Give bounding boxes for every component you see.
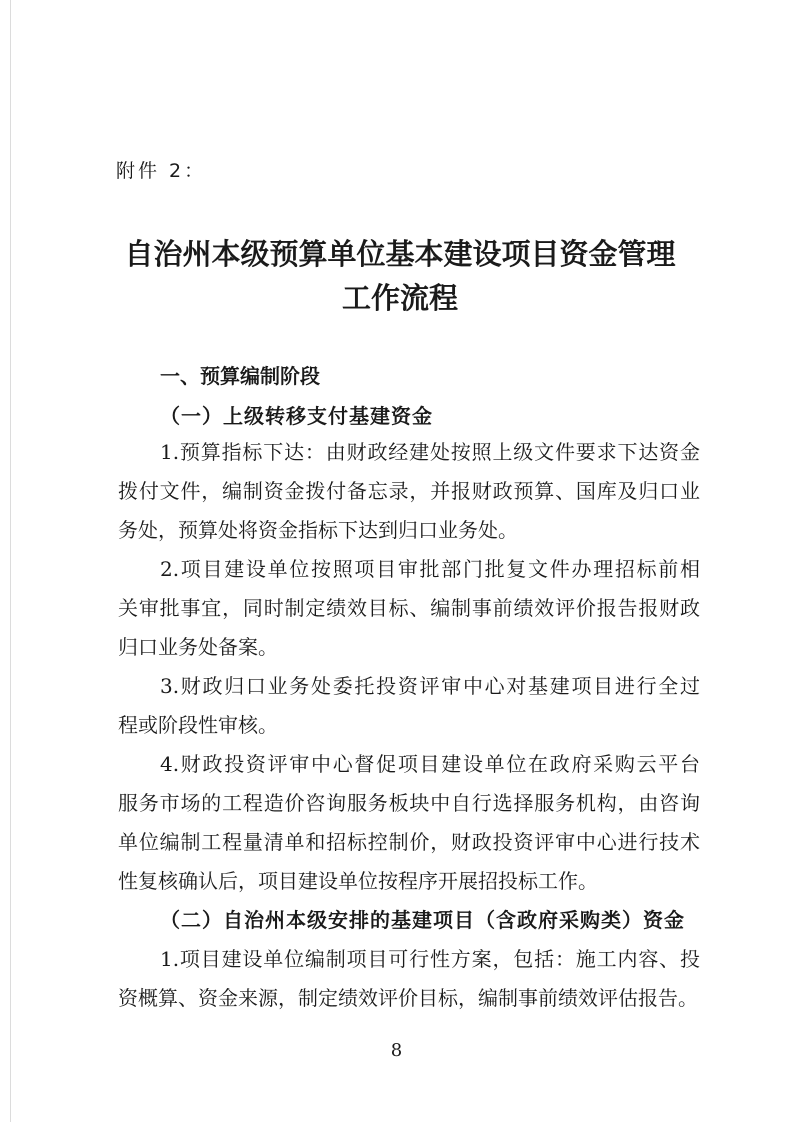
paragraph-line: 单位编制工程量清单和招标控制价，财政投资评审中心进行技术: [118, 830, 700, 854]
paragraph-line: 归口业务处备案。: [118, 635, 278, 659]
paragraph-line: 3.财政归口业务处委托投资评审中心对基建项目进行全过: [160, 674, 700, 698]
subsection-heading-1: （一）上级转移支付基建资金: [160, 404, 433, 428]
subsection-heading-2: （二）自治州本级安排的基建项目（含政府采购类）资金: [160, 908, 685, 932]
paragraph-line: 1.预算指标下达：由财政经建处按照上级文件要求下达资金: [160, 440, 700, 464]
paragraph-line: 资概算、资金来源，制定绩效评价目标，编制事前绩效评估报告。: [118, 986, 698, 1010]
page-edge: [10, 0, 11, 1122]
paragraph-line: 性复核确认后，项目建设单位按程序开展招投标工作。: [118, 869, 598, 893]
paragraph-line: 关审批事宜，同时制定绩效目标、编制事前绩效评价报告报财政: [118, 596, 700, 620]
attachment-label: 附件 2：: [116, 160, 207, 182]
paragraph-line: 拨付文件，编制资金拨付备忘录，并报财政预算、国库及归口业: [118, 479, 700, 503]
paragraph-line: 程或阶段性审核。: [118, 713, 278, 737]
page-number: 8: [390, 1040, 403, 1061]
paragraph-line: 1.项目建设单位编制项目可行性方案，包括：施工内容、投: [160, 947, 700, 971]
paragraph-line: 务处，预算处将资金指标下达到归口业务处。: [118, 518, 518, 542]
paragraph-line: 4.财政投资评审中心督促项目建设单位在政府采购云平台: [160, 752, 700, 776]
section-heading: 一、预算编制阶段: [160, 364, 320, 388]
document-title-line-2: 工作流程: [341, 281, 458, 315]
document-title-line-1: 自治州本级预算单位基本建设项目资金管理: [124, 237, 676, 271]
paragraph-line: 服务市场的工程造价咨询服务板块中自行选择服务机构，由咨询: [118, 791, 700, 815]
paragraph-line: 2.项目建设单位按照项目审批部门批复文件办理招标前相: [160, 557, 700, 581]
